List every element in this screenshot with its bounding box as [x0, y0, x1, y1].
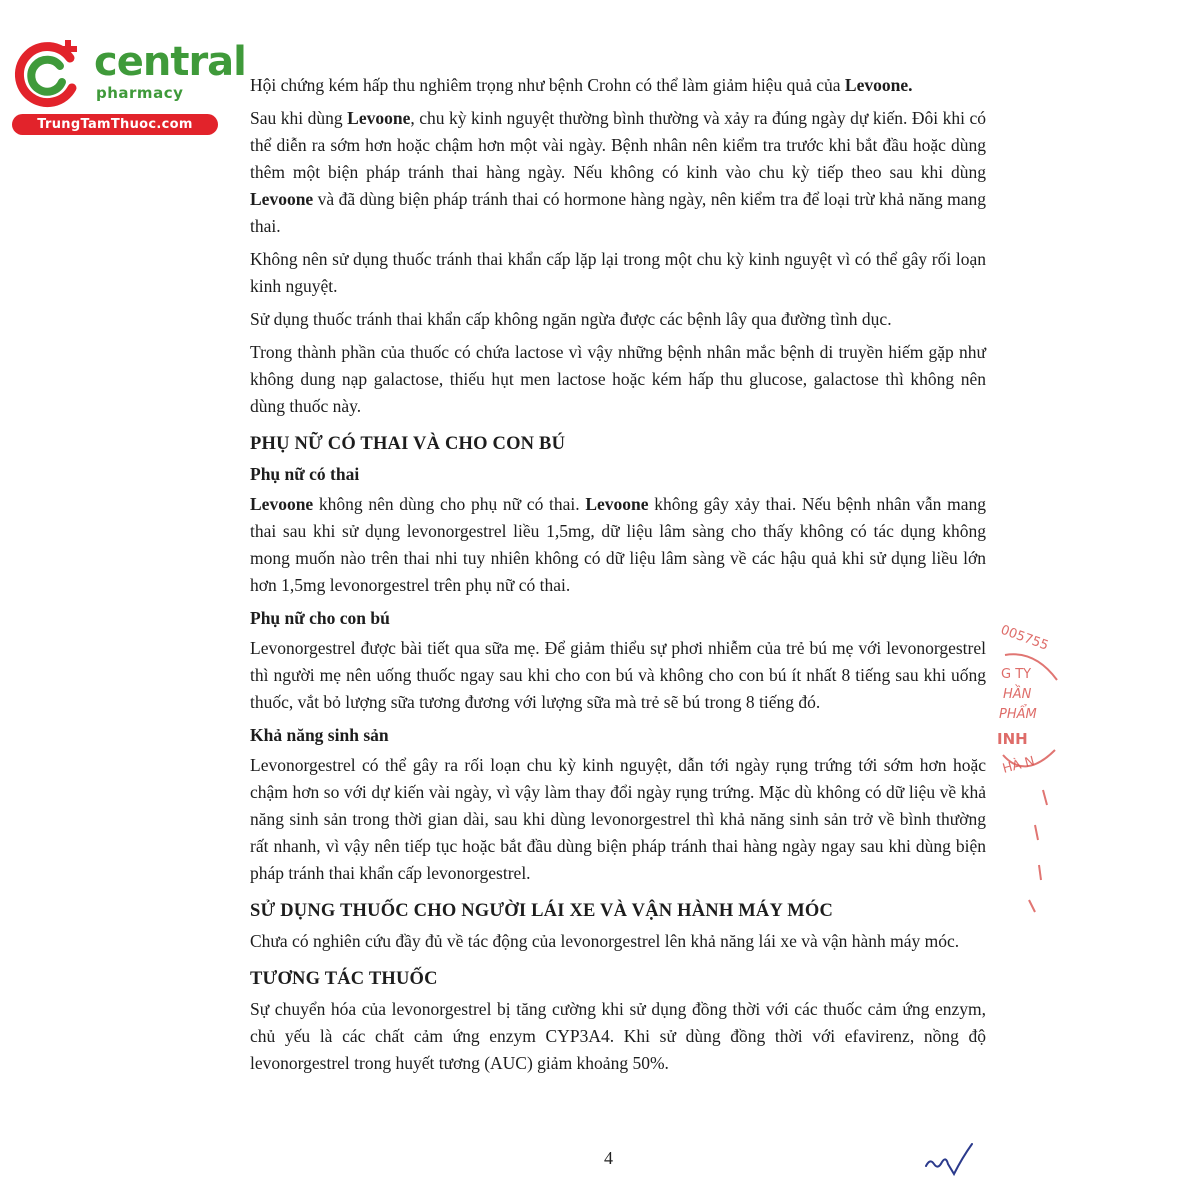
svg-text:INH: INH	[997, 730, 1028, 748]
logo-website-link[interactable]: TrungTamThuoc.com	[12, 114, 218, 135]
brand-logo[interactable]	[10, 36, 246, 140]
heading-pregnancy-breastfeeding: PHỤ NỮ CÓ THAI VÀ CHO CON BÚ	[250, 434, 566, 454]
signature-initials	[920, 1138, 980, 1178]
subheading-breastfeeding: Phụ nữ cho con bú	[250, 608, 390, 628]
paragraph-text: Sau khi dùng	[250, 108, 348, 128]
paragraph-repeat-use: Không nên sử dụng thuốc tránh thai khẩn cấp lặp lại trong một chu kỳ kinh nguyệt vì có thể gây rối loạn kinh nguyệt.	[250, 249, 986, 296]
drug-name: Levoone.	[844, 75, 913, 95]
paragraph-driving: Chưa có nghiên cứu đầy đủ về tác động của levonorgestrel lên khả năng lái xe và vận hành máy móc.	[250, 931, 960, 951]
paragraph-std: Sử dụng thuốc tránh thai khẩn cấp không ngăn ngừa được các bệnh lây qua đường tình dục.	[250, 309, 892, 329]
paragraph-text: không nên dùng cho phụ nữ có thai.	[313, 494, 586, 514]
svg-text:G TY: G TY	[1001, 667, 1032, 682]
paragraph-text: và đã dùng biện pháp tránh thai có hormone hàng ngày, nên kiểm tra để loại trừ khả năng mang thai.	[250, 189, 986, 236]
paragraph-text: , chu kỳ kinh nguyệt thường bình thường và xảy ra đúng ngày dự kiến. Đôi khi có thể diễn ra sớm hơn hoặc chậm hơn một vài ngày. Bệnh nhân nên kiểm tra trước khi bắt đầu hoặc dùng thêm một biện pháp tránh thai hàng ngày. Nếu không có kinh vào chu kỳ tiếp theo sau khi dùng	[250, 108, 986, 182]
svg-text:005755: 005755	[998, 622, 1051, 654]
logo-wordmark: central	[94, 39, 246, 85]
logo-subtitle: pharmacy	[96, 84, 184, 102]
heading-driving-machinery: SỬ DỤNG THUỐC CHO NGƯỜI LÁI XE VÀ VẬN HÀNH MÁY MÓC	[250, 901, 834, 921]
drug-name: Levoone	[347, 108, 411, 128]
paragraph-crohn	[250, 72, 986, 99]
paragraph-breastfeeding: Levonorgestrel được bài tiết qua sữa mẹ. Để giảm thiểu sự phơi nhiễm của trẻ bú mẹ với levonorgestrel thì người mẹ nên uống thuốc ngay sau khi cho con bú và không cho con bú ít nhất 8 tiếng sau khi uống thuốc, vắt bỏ lượng sữa tương đương với lượng sữa mà trẻ sẽ bú trong 8 tiếng đó.	[250, 638, 986, 712]
drug-name: Levoone	[250, 189, 314, 209]
subheading-fertility: Khả năng sinh sản	[250, 725, 389, 745]
document-body	[250, 72, 986, 1083]
svg-text:HẦN: HẦN	[1003, 687, 1032, 702]
subheading-pregnant-women: Phụ nữ có thai	[250, 464, 360, 484]
paragraph-text: không gây xảy thai. Nếu bệnh nhân vẫn mang thai sau khi sử dụng levonorgestrel liều 1,5mg, dữ liệu lâm sàng cho thấy không có tác dụng không mong muốn nào trên thai nhi tuy nhiên không có dữ liệu lâm sàng về các hậu quả khi sử dụng liều lớn hơn 1,5mg levonorgestrel trên phụ nữ có thai.	[250, 494, 986, 595]
heading-drug-interactions: TƯƠNG TÁC THUỐC	[250, 969, 438, 989]
company-stamp	[995, 600, 1065, 920]
svg-text:HÀ N: HÀ N	[1001, 753, 1037, 777]
paragraph-text: Hội chứng kém hấp thu nghiêm trọng như bệnh Crohn có thể làm giảm hiệu quả của	[250, 75, 845, 95]
paragraph-lactose: Trong thành phần của thuốc có chứa lactose vì vậy những bệnh nhân mắc bệnh di truyền hiếm gặp như không dung nạp galactose, thiếu hụt men lactose hoặc kém hấp thu glucose, galactose thì không nên dùng thuốc này.	[250, 342, 986, 416]
paragraph-fertility: Levonorgestrel có thể gây ra rối loạn chu kỳ kinh nguyệt, dẫn tới ngày rụng trứng tới sớm hơn hoặc chậm hơn so với dự kiến vài ngày, vì vậy làm thay đổi ngày rụng trứng. Mặc dù không có dữ liệu về khả năng sinh sản trong thời gian dài, sau khi dùng levonorgestrel thì khả năng sinh sản trở về bình thường rất nhanh, vì vậy nên tiếp tục hoặc bắt đầu dùng biện pháp tránh thai hàng ngày ngay sau khi dùng biện pháp tránh thai khẩn cấp levonorgestrel.	[250, 755, 986, 883]
paragraph-menstrual-cycle	[250, 105, 986, 240]
paragraph-pregnancy	[250, 491, 986, 599]
drug-name: Levoone	[250, 494, 314, 514]
central-pharmacy-logo-icon	[10, 36, 86, 112]
drug-name: Levoone	[585, 494, 649, 514]
paragraph-interactions: Sự chuyển hóa của levonorgestrel bị tăng cường khi sử dụng đồng thời với các thuốc cảm ứng enzym, chủ yếu là các chất cảm ứng enzym CYP3A4. Khi sử dùng đồng thời với efavirenz, nồng độ levonorgestrel trong huyết tương (AUC) giảm khoảng 50%.	[250, 999, 986, 1073]
svg-text:PHẨM: PHẨM	[999, 707, 1037, 722]
page-number: 4	[604, 1148, 613, 1168]
